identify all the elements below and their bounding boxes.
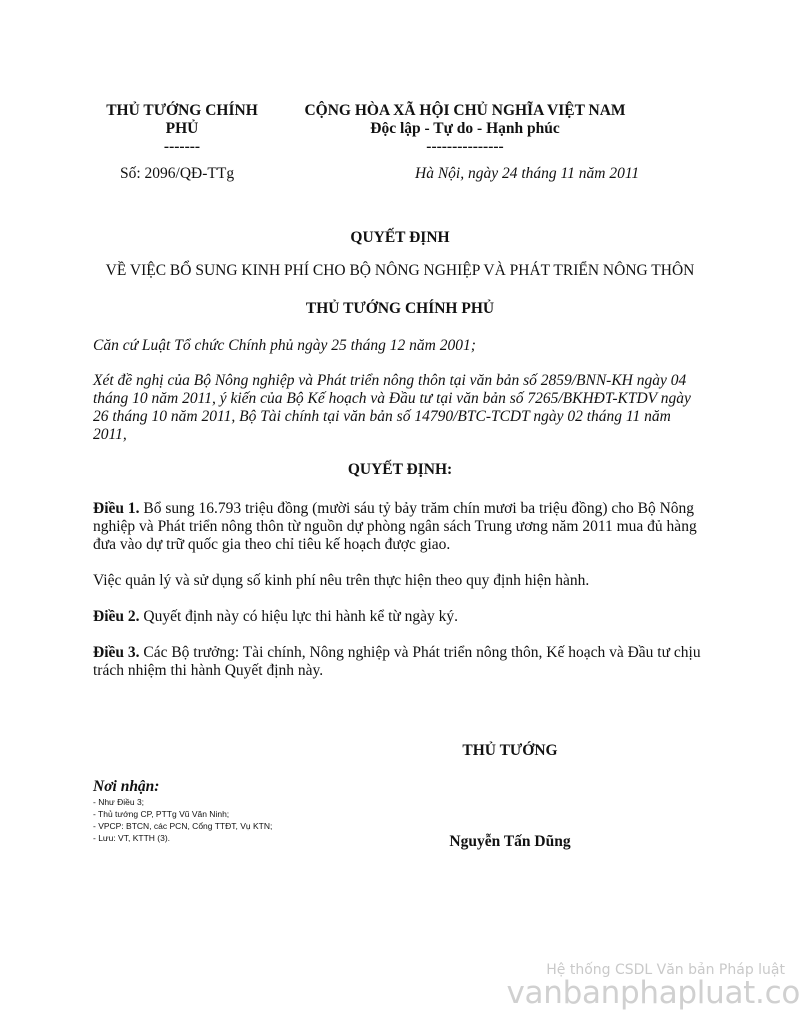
consideration-paragraph: Xét đề nghị của Bộ Nông nghiệp và Phát triển nông thôn tại văn bản số 2859/BNN-KH ngày 04 tháng 10 năm 2011, ý kiến của Bộ Kế hoạch và Đầu tư tại văn bản số 7265/BKHĐT-KTDV ngày 26 tháng 10 năm 2011, Bộ Tài chính tại văn bản số 14790/BTC-TCDT ngày 02 tháng 11 năm 2011, — [93, 372, 691, 443]
national-motto-line2: Độc lập - Tự do - Hạnh phúc — [370, 120, 560, 137]
legal-basis: Căn cứ Luật Tổ chức Chính phủ ngày 25 tháng 12 năm 2001; — [93, 337, 476, 354]
article-1 — [93, 500, 708, 554]
watermark-site: vanbanphapluat.co — [506, 975, 800, 1011]
article-3-label: Điều 3. — [93, 644, 140, 661]
signer-name: Nguyễn Tấn Dũng — [449, 833, 571, 850]
recipient-item: - Lưu: VT, KTTH (3). — [93, 833, 171, 843]
document-date: Hà Nội, ngày 24 tháng 11 năm 2011 — [415, 165, 640, 182]
recipient-item: - Như Điều 3; — [93, 797, 145, 807]
issuing-authority-line1: THỦ TƯỚNG CHÍNH — [106, 102, 258, 119]
watermark-caption: Hệ thống CSDL Văn bản Pháp luật — [546, 962, 785, 978]
article-3-text: Các Bộ trưởng: Tài chính, Nông nghiệp và Phát triển nông thôn, Kế hoạch và Đầu tư chịu trách nhiệm thi hành Quyết định này. — [93, 644, 701, 679]
article-1-extra: Việc quản lý và sử dụng số kinh phí nêu trên thực hiện theo quy định hiện hành. — [93, 572, 590, 589]
document-subject: VỀ VIỆC BỔ SUNG KINH PHÍ CHO BỘ NÔNG NGHIỆP VÀ PHÁT TRIỂN NÔNG THÔN — [105, 262, 695, 279]
recipient-item: - VPCP: BTCN, các PCN, Cổng TTĐT, Vụ KTN; — [93, 821, 273, 831]
article-3 — [93, 644, 708, 680]
decision-heading: QUYẾT ĐỊNH: — [347, 461, 453, 478]
authority-heading: THỦ TƯỚNG CHÍNH PHỦ — [305, 300, 495, 317]
recipients-list — [93, 796, 272, 844]
article-2 — [93, 608, 708, 626]
issuing-authority-line2: PHỦ — [165, 120, 199, 137]
national-motto — [290, 102, 640, 156]
document-number: Số: 2096/QĐ-TTg — [120, 165, 235, 182]
recipient-item: - Thủ tướng CP, PTTg Vũ Văn Ninh; — [93, 809, 230, 819]
issuing-authority — [92, 102, 272, 156]
national-motto-line1: CỘNG HÒA XÃ HỘI CHỦ NGHĨA VIỆT NAM — [304, 102, 626, 119]
article-1-label: Điều 1. — [93, 500, 140, 517]
national-motto-divider: --------------- — [426, 138, 504, 155]
signer-title: THỦ TƯỚNG — [462, 742, 558, 759]
article-1-text: Bổ sung 16.793 triệu đồng (mười sáu tỷ bảy trăm chín mươi ba triệu đồng) cho Bộ Nông nghiệp và Phát triển nông thôn từ nguồn dự phòng ngân sách Trung ương năm 2011 mua đủ hàng đưa vào dự trữ quốc gia theo chỉ tiêu kế hoạch được giao. — [93, 500, 697, 553]
issuing-authority-divider: ------- — [163, 138, 201, 155]
article-2-text: Quyết định này có hiệu lực thi hành kể từ ngày ký. — [139, 608, 459, 625]
article-2-label: Điều 2. — [93, 608, 140, 625]
document-type-heading: QUYẾT ĐỊNH — [350, 229, 450, 246]
recipients-title: Nơi nhận: — [93, 778, 160, 795]
